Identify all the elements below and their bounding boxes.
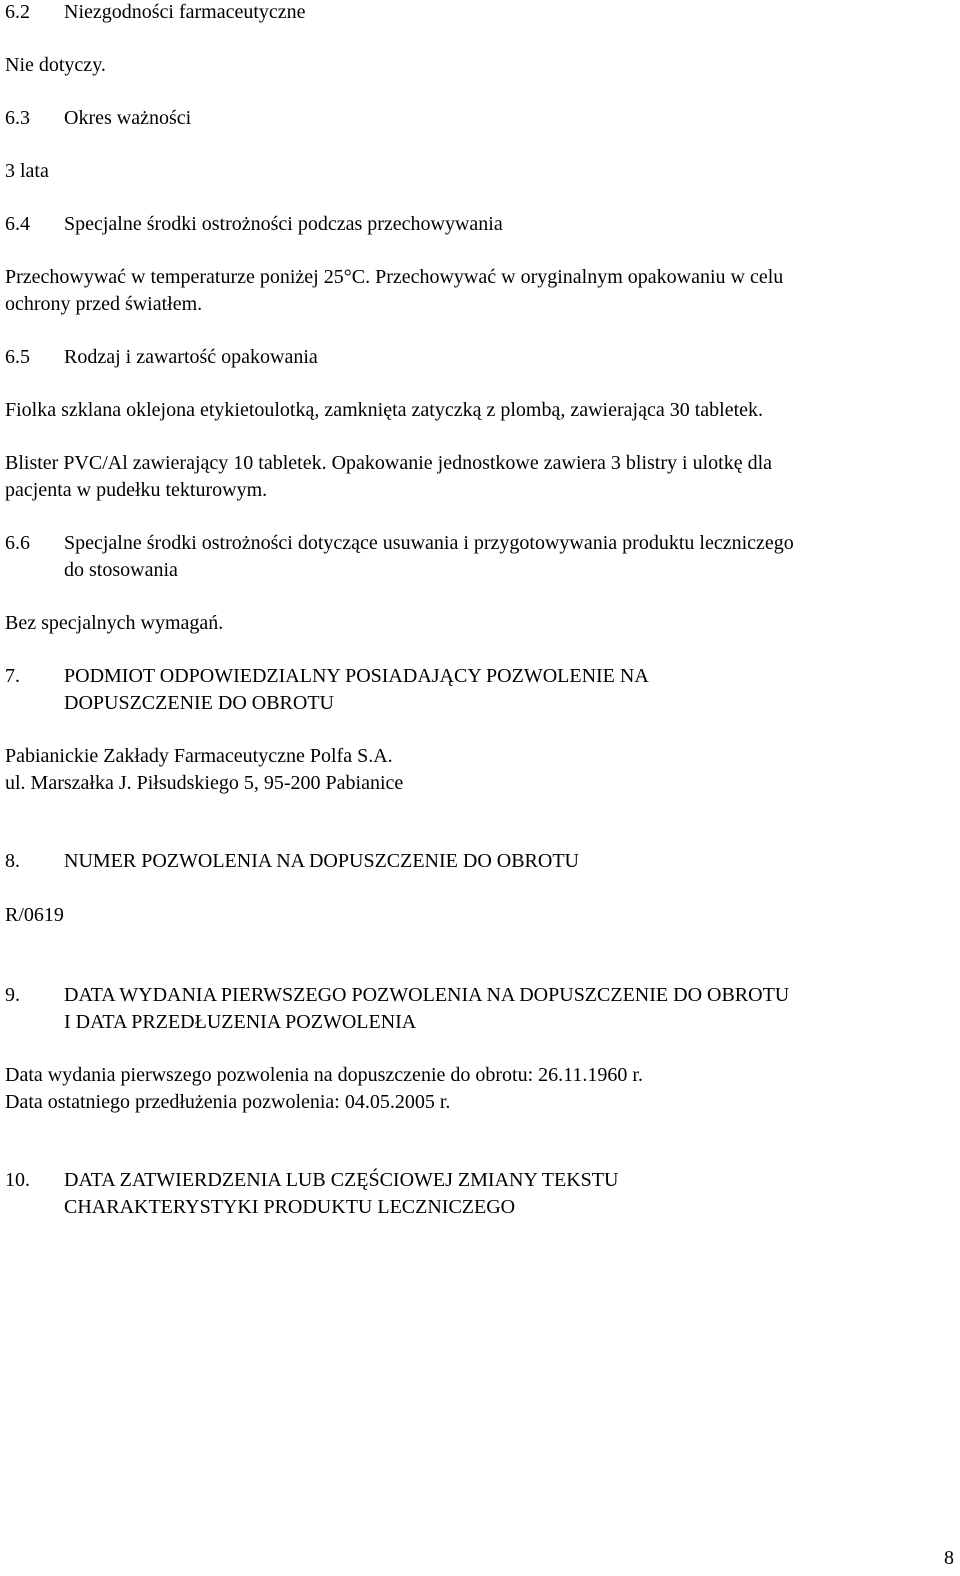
section-7-body-line: Pabianickie Zakłady Farmaceutyczne Polfa S.A. [5, 745, 393, 767]
section-title-line: PODMIOT ODPOWIEDZIALNY POSIADAJĄCY POZWOLENIE NA [64, 665, 649, 687]
section-7-heading [5, 663, 954, 717]
section-title: Rodzaj i zawartość opakowania [64, 346, 318, 368]
section-title-line: Specjalne środki ostrożności dotyczące usuwania i przygotowywania produktu leczniczego [64, 532, 794, 554]
section-number: 7. [5, 665, 20, 687]
section-title-line: do stosowania [64, 559, 178, 581]
section-6-4-heading [5, 211, 954, 238]
section-9-body-line: Data ostatniego przedłużenia pozwolenia: 04.05.2005 r. [5, 1091, 451, 1113]
section-number: 9. [5, 984, 20, 1006]
section-6-2-body: Nie dotyczy. [5, 54, 106, 76]
section-title-line: DOPUSZCZENIE DO OBROTU [64, 692, 334, 714]
section-6-4-body-line: ochrony przed światłem. [5, 293, 203, 315]
page-number: 8 [944, 1547, 954, 1569]
section-number: 6.3 [5, 107, 30, 129]
section-9-heading [5, 982, 954, 1036]
section-6-5-paragraph-line: pacjenta w pudełku tekturowym. [5, 479, 268, 501]
section-10-heading [5, 1167, 954, 1221]
section-number: 6.6 [5, 532, 30, 554]
section-title: Okres ważności [64, 107, 192, 129]
section-6-3-body: 3 lata [5, 160, 49, 182]
section-title-line: I DATA PRZEDŁUZENIA POZWOLENIA [64, 1011, 417, 1033]
section-6-2-heading [5, 0, 954, 26]
section-6-4-body-line: Przechowywać w temperaturze poniżej 25°C. Przechowywać w oryginalnym opakowaniu w celu [5, 266, 784, 288]
section-number: 6.4 [5, 213, 30, 235]
section-8-heading [5, 848, 954, 875]
section-title: Niezgodności farmaceutyczne [64, 1, 306, 23]
section-6-6-body: Bez specjalnych wymagań. [5, 612, 224, 634]
section-title: Specjalne środki ostrożności podczas przechowywania [64, 213, 503, 235]
section-6-5-paragraph: Fiolka szklana oklejona etykietoulotką, zamknięta zatyczką z plombą, zawierająca 30 tabletek. [5, 399, 764, 421]
section-number: 8. [5, 850, 20, 872]
section-title: NUMER POZWOLENIA NA DOPUSZCZENIE DO OBROTU [64, 850, 579, 872]
section-title-line: DATA ZATWIERDZENIA LUB CZĘŚCIOWEJ ZMIANY TEKSTU [64, 1169, 619, 1191]
section-9-body-line: Data wydania pierwszego pozwolenia na dopuszczenie do obrotu: 26.11.1960 r. [5, 1064, 643, 1086]
section-6-6-heading [5, 530, 954, 584]
section-title-line: CHARAKTERYSTYKI PRODUKTU LECZNICZEGO [64, 1196, 516, 1218]
section-8-body: R/0619 [5, 904, 64, 926]
section-number: 6.5 [5, 346, 30, 368]
section-6-3-heading [5, 105, 954, 132]
section-6-5-paragraph-line: Blister PVC/Al zawierający 10 tabletek. Opakowanie jednostkowe zawiera 3 blistry i ulotkę dla [5, 452, 773, 474]
section-number: 10. [5, 1169, 30, 1191]
section-title-line: DATA WYDANIA PIERWSZEGO POZWOLENIA NA DOPUSZCZENIE DO OBROTU [64, 984, 790, 1006]
section-number: 6.2 [5, 1, 30, 23]
section-7-body-line: ul. Marszałka J. Piłsudskiego 5, 95-200 Pabianice [5, 772, 404, 794]
section-6-5-heading [5, 344, 954, 371]
